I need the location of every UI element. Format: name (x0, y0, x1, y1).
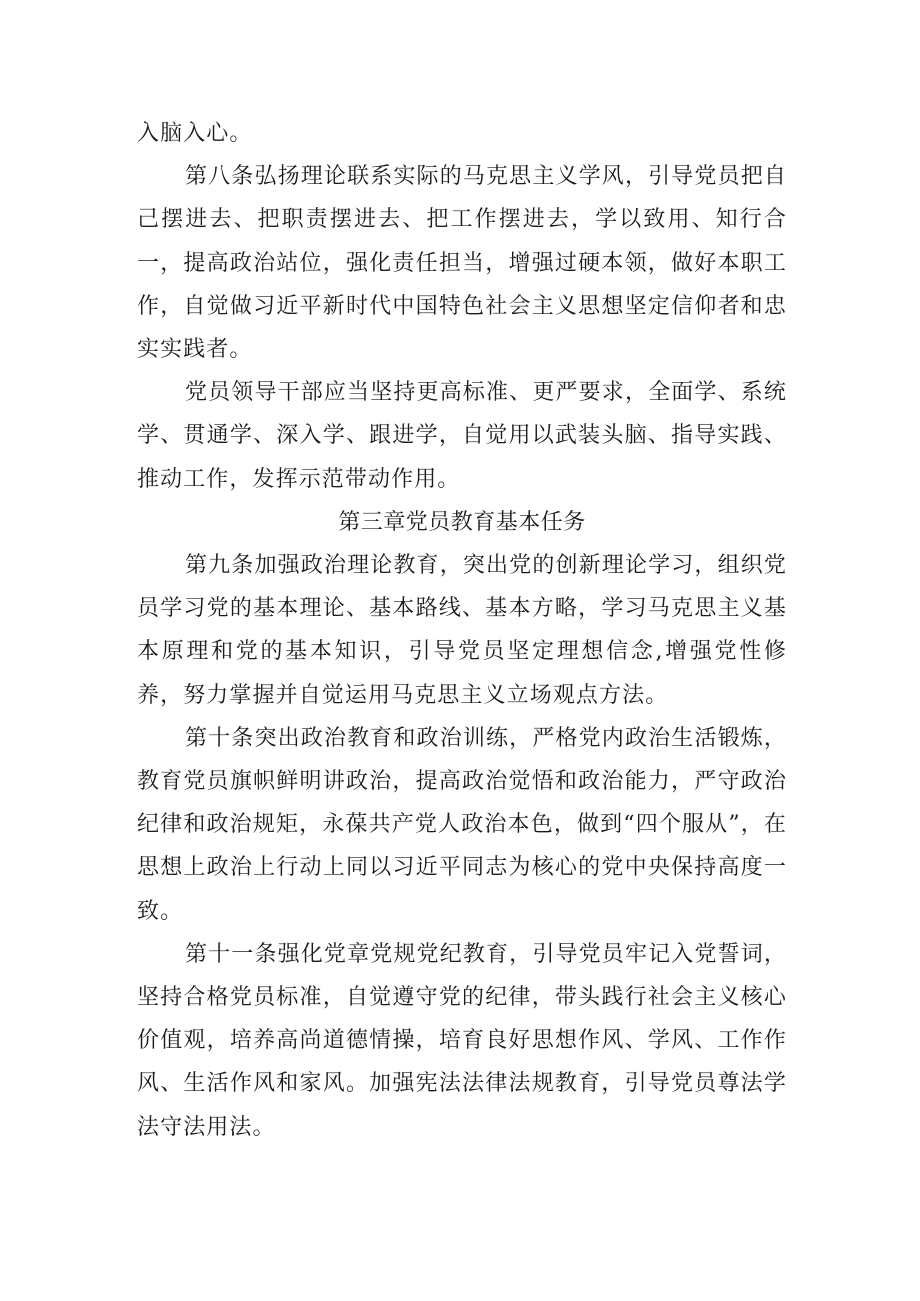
article-10-paragraph: 第十条突出政治教育和政治训练，严格党内政治生活锻炼，教育党员旗帜鲜明讲政治，提高政治觉悟和政治能力，严守政治纪律和政治规矩，永葆共产党人政治本色，做到“四个服从”，在思想上政治上行动上同以习近平同志为核心的党中央保持高度一致。 (137, 725, 787, 924)
chapter-3-heading: 第三章党员教育基本任务 (338, 509, 586, 535)
article-8-paragraph: 第八条弘扬理论联系实际的马克思主义学风，引导党员把自己摆进去、把职责摆进去、把工作摆进去，学以致用、知行合一，提高政治站位，强化责任担当，增强过硬本领，做好本职工作，自觉做习近平新时代中国特色社会主义思想坚定信仰者和忠实实践者。 (137, 164, 787, 363)
paragraph-fragment: 入脑入心。 (137, 121, 253, 146)
article-8-leaders-paragraph: 党员领导干部应当坚持更高标准、更严要求，全面学、系统学、贯通学、深入学、跟进学，自觉用以武装头脑、指导实践、推动工作，发挥示范带动作用。 (137, 380, 787, 492)
article-11-paragraph: 第十一条强化党章党规党纪教育，引导党员牢记入党誓词，坚持合格党员标准，自觉遵守党的纪律，带头践行社会主义核心价值观，培养高尚道德情操，培育良好思想作风、学风、工作作风、生活作风和家风。加强宪法法律法规教育，引导党员尊法学法守法用法。 (137, 941, 787, 1140)
article-9-paragraph: 第九条加强政治理论教育，突出党的创新理论学习，组织党员学习党的基本理论、基本路线、基本方略，学习马克思主义基本原理和党的基本知识，引导党员坚定理想信念,增强党性修养，努力掌握并自觉运用马克思主义立场观点方法。 (137, 553, 787, 708)
document-body (137, 112, 787, 1149)
